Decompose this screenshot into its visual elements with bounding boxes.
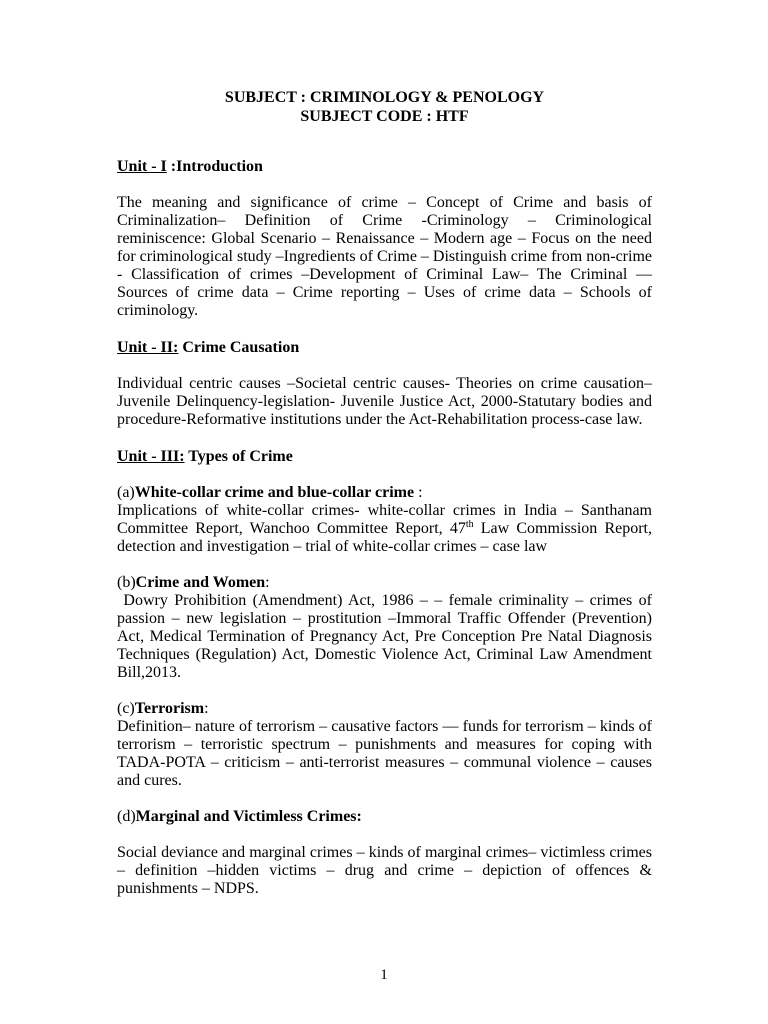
section-b-suffix: :: [265, 574, 270, 591]
unit-3-heading: [117, 448, 652, 466]
section-c-heading: [117, 700, 652, 718]
unit-3-title: Types of Crime: [184, 448, 293, 465]
section-c-prefix: (c): [117, 700, 135, 717]
section-a-body: [117, 502, 652, 556]
section-a-superscript: th: [465, 519, 474, 530]
section-d-prefix: (d): [117, 808, 136, 825]
page-number: 1: [380, 967, 388, 983]
unit-2-label: Unit - II:: [117, 339, 179, 356]
section-c-suffix: :: [204, 700, 209, 717]
section-b-heading: [117, 574, 652, 592]
section-b-title: Crime and Women: [135, 574, 266, 591]
section-b-prefix: (b): [117, 574, 136, 591]
section-a-heading: [117, 484, 652, 502]
section-a-suffix: :: [414, 484, 423, 501]
section-d-title: Marginal and Victimless Crimes:: [135, 808, 362, 825]
section-b-body: Dowry Prohibition (Amendment) Act, 1986 – – female criminality – crimes of passion – new legislation – prostitution –Immoral Traffic Offender (Prevention) Act, Medical Termination of Pregnancy Act, Pre Conception Pre Natal Diagnosis Techniques (Regulation) Act, Domestic Violence Act, Criminal Law Amendment Bill,2013.: [117, 592, 656, 681]
section-a-body-text-2: Law Commission Report, detection and investigation – trial of white-collar crimes – case law: [117, 520, 652, 555]
section-a-title: White-collar crime and blue-collar crime: [134, 484, 415, 501]
section-a-body-text: Implications of white-collar crimes- white-collar crimes in India – Santhanam Committee Report, Wanchoo Committee Report, 47: [117, 502, 652, 537]
unit-2-body: Individual centric causes –Societal centric causes- Theories on crime causation– Juvenile Delinquency-legislation- Juvenile Justice Act, 2000-Statutary bodies and procedure-Reformative institutions under the Act-Rehabilitation process-case law.: [117, 375, 652, 428]
unit-1-title: :Introduction: [166, 158, 263, 175]
subject-code: SUBJECT CODE : HTF: [300, 108, 469, 125]
section-c-title: Terrorism: [134, 700, 205, 717]
unit-3-label: Unit - III:: [117, 448, 185, 465]
subject-title: SUBJECT : CRIMINOLOGY & PENOLOGY: [224, 89, 545, 106]
section-c-body: Definition– nature of terrorism – causative factors –– funds for terrorism – kinds of terrorism – terroristic spectrum – punishments and measures for coping with TADA-POTA – criticism – anti-terrorist measures – communal violence – causes and cures.: [117, 718, 652, 789]
unit-2-title: Crime Causation: [178, 339, 300, 356]
section-a-prefix: (a): [117, 484, 135, 501]
unit-1-heading: [117, 158, 652, 176]
document-page: [117, 80, 656, 898]
section-d-body: Social deviance and marginal crimes – kinds of marginal crimes– victimless crimes – definition –hidden victims – drug and crime – depiction of offences & punishments – NDPS.: [117, 844, 652, 897]
unit-1-label: Unit - I: [117, 158, 167, 175]
unit-1-body: The meaning and significance of crime – Concept of Crime and basis of Criminalization– Definition of Crime -Criminology – Criminological reminiscence: Global Scenario – Renaissance – Modern age – Focus on the need for criminological study –Ingredients of Crime – Distinguish crime from non-crime - Classification of crimes –Development of Criminal Law– The Criminal –– Sources of crime data – Crime reporting – Uses of crime data – Schools of criminology.: [117, 194, 652, 319]
unit-2-heading: [117, 339, 652, 357]
section-d-heading: [117, 808, 652, 826]
